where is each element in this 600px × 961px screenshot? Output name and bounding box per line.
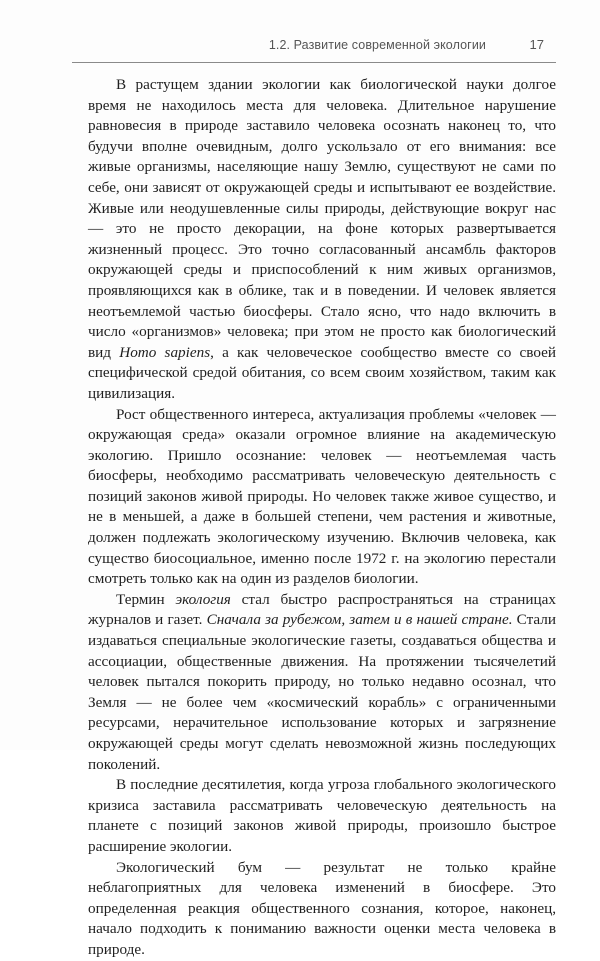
paragraph-text: Термин <box>116 590 176 608</box>
paragraph-text: , а как человеческое сообщество вместе со своей специфической средой обитания, со всем своим хозяйством, таким как цивилизация. <box>88 343 556 402</box>
paragraph-text: Рост общественного интереса, актуализация проблемы «человек — окружающая среда» оказали огромное влияние на академическую экологию. Пришло осознание: человек — неотъемлемая часть биосферы, необходимо рассматривать человеческую деятельность с позиций законов живой природы. Но человек также живое существо, и не в меньшей, а даже в большей степени, чем растения и животные, должен подлежать экологическому изучению. Включив человека, как существо биосоциальное, именно после 1972 г. на экологию перестали смотреть только как на один из разделов биологии. <box>88 405 556 588</box>
paragraph-3 <box>88 590 556 775</box>
paragraph-2 <box>88 405 556 590</box>
paragraph-text: В последние десятилетия, когда угроза глобального экологического кризиса заставила рассматривать человеческую деятельность на планете с позиций законов живой природы, произошло быстрое расширение экологии. <box>88 776 556 855</box>
header-rule <box>72 62 556 63</box>
italic-term: экология <box>175 590 231 608</box>
paragraph-1 <box>88 75 556 405</box>
body-text <box>88 75 556 961</box>
paragraph-5 <box>88 858 556 961</box>
page-number: 17 <box>529 37 544 52</box>
paragraph-4 <box>88 775 556 857</box>
italic-phrase: Сначала за рубежом, затем и в нашей стране. <box>206 611 513 629</box>
paragraph-text: Экологический бум — результат не только крайне неблагоприятных для человека изменений в биосфере. Это определенная реакция общественного сознания, которое, наконец, начало подходить к пониманию важности оценки места человека в природе. <box>88 858 556 958</box>
italic-term: Homo sapiens <box>119 343 211 361</box>
paragraph-text: В растущем здании экологии как биологической науки долгое время не находилось места для человека. Длительное нарушение равновесия в природе заставило человека осознать наконец то, что будучи вполне очевидным, долго ускользало от его внимания: все живые организмы, населяющие нашу Землю, существуют не сами по себе, они зависят от окружающей среды и испытывают ее воздействие. Живые или неодушевленные силы природы, действующие вокруг нас — это не просто декорации, на фоне которых развертывается жизненный процесс. Это точно согласованный ансамбль факторов окружающей среды и приспособлений к ним живых организмов, проявляющихся как в облике, так и в поведении. И человек является неотъемлемой частью биосферы. Стало ясно, что надо включить в число «организмов» человека; при этом не просто как биологический вид <box>88 76 556 361</box>
paragraph-text: стал быстро распространяться на страницах журналов и газет. <box>88 590 556 629</box>
page-header <box>72 32 556 62</box>
paragraph-text: Стали издаваться специальные экологические газеты, создаваться общества и ассоциации, общественные движения. На протяжении тысячелетий человек пытался покорить природу, но только недавно осознал, что Земля — не более чем «космический корабль» с ограниченными ресурсами, нерачительное использование которых и загрязнение окружающей среды могут сделать невозможной жизнь последующих поколений. <box>88 611 556 773</box>
running-head: 1.2. Развитие современной экологии <box>268 38 486 52</box>
